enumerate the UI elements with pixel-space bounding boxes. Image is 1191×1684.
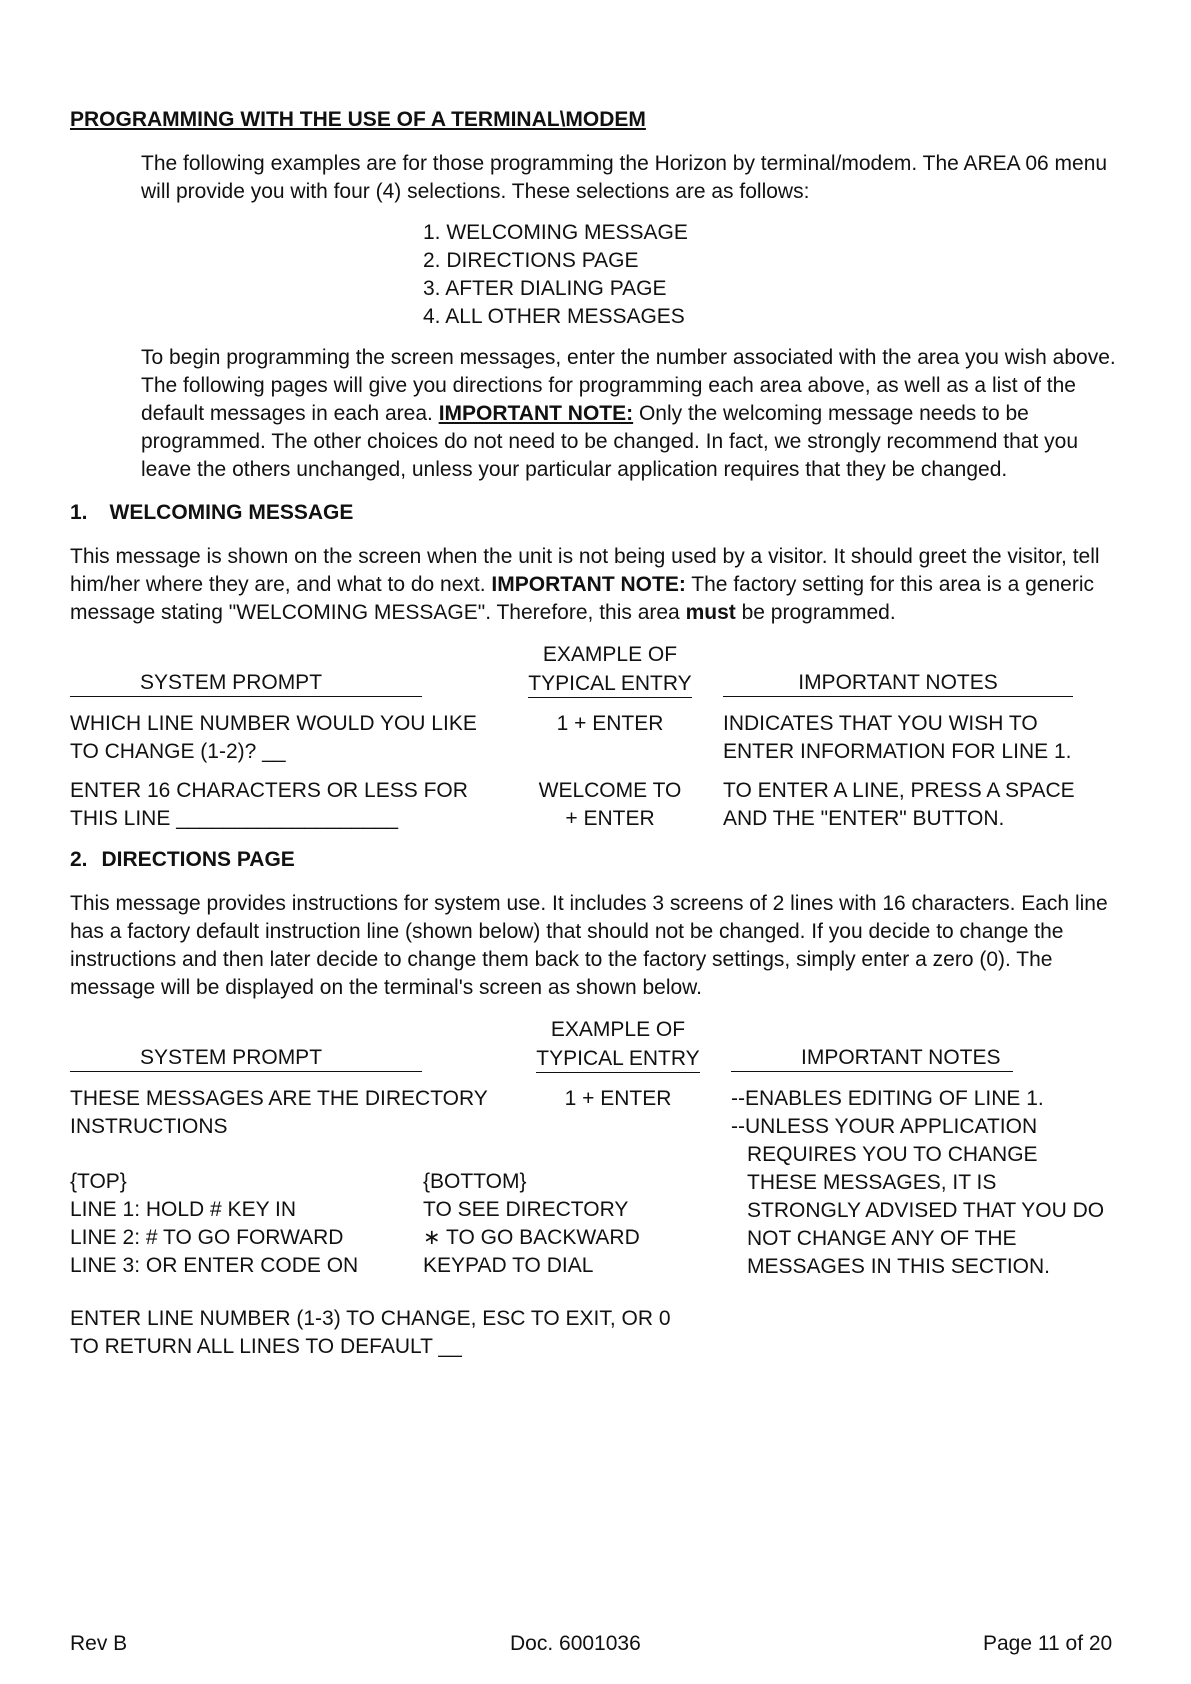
- row-notes: [723, 710, 1071, 766]
- table2-notes-header-label: IMPORTANT NOTES: [801, 1046, 1001, 1069]
- table1-entry-header: [500, 670, 720, 698]
- begin-text: To begin programming the screen messages, enter the number associated with the area you wish above. The following pages will give you directions for programming each area above, as well as a list of the default messages in each area.: [141, 346, 1116, 425]
- page-title: PROGRAMMING WITH THE USE OF A TERMINAL\MODEM: [70, 108, 646, 131]
- row-note-line: INDICATES THAT YOU WISH TO: [723, 712, 1038, 735]
- row-entry-line: WELCOME TO: [538, 779, 682, 802]
- footer-page: Page 11 of 20: [983, 1632, 1113, 1655]
- table2-notes: [731, 1085, 1104, 1281]
- row-prompt: ENTER 16 CHARACTERS OR LESS FOR: [70, 779, 468, 802]
- bottom-label: {BOTTOM}: [423, 1170, 527, 1193]
- must-emphasis: must: [685, 601, 736, 624]
- begin-text-cont: Only the welcoming message needs to be programmed. The other choices do not need to be changed. In fact, we strongly recommend that you leave the others unchanged, unless your particular application requires that they be changed.: [141, 402, 1078, 481]
- table2-prompt: [70, 1085, 488, 1141]
- table1-entry-header-label: TYPICAL ENTRY: [528, 671, 691, 698]
- row-note-line: STRONGLY ADVISED THAT YOU DO: [747, 1199, 1105, 1222]
- table2-entry-header: [508, 1045, 728, 1073]
- row-note-line: --UNLESS YOUR APPLICATION: [731, 1115, 1038, 1138]
- screen-line: ∗ TO GO BACKWARD: [423, 1226, 640, 1249]
- section2-number: 2.: [70, 848, 88, 871]
- final-prompt-line: TO RETURN ALL LINES TO DEFAULT __: [70, 1335, 462, 1358]
- row-notes: [723, 777, 1075, 833]
- section2-title: DIRECTIONS PAGE: [101, 848, 295, 871]
- screen-line: TO SEE DIRECTORY: [423, 1198, 629, 1221]
- screen-line: LINE 2: # TO GO FORWARD: [70, 1226, 344, 1249]
- row-prompt: THIS LINE ___________________: [70, 807, 399, 830]
- row-prompt: INSTRUCTIONS: [70, 1115, 228, 1138]
- row-entry: [500, 710, 720, 738]
- table2-entry: 1 + ENTER: [564, 1087, 672, 1110]
- row-prompt: WHICH LINE NUMBER WOULD YOU LIKE: [70, 712, 477, 735]
- row-note-line: REQUIRES YOU TO CHANGE: [747, 1143, 1038, 1166]
- top-screen-lines: [70, 1168, 358, 1280]
- row-note-line: AND THE "ENTER" BUTTON.: [723, 807, 1005, 830]
- list-item: 1. WELCOMING MESSAGE: [423, 221, 688, 244]
- footer-rev: Rev B: [70, 1632, 128, 1655]
- section1-number: 1.: [70, 501, 88, 524]
- list-item: 2. DIRECTIONS PAGE: [423, 249, 639, 272]
- row-entry: [500, 777, 720, 833]
- footer-doc: Doc. 6001036: [510, 1632, 641, 1655]
- table2-prompt-header: [70, 1045, 422, 1072]
- table1-prompt-header-label: SYSTEM PROMPT: [140, 671, 323, 694]
- row-note-line: THESE MESSAGES, IT IS: [747, 1171, 997, 1194]
- row-note-line: --ENABLES EDITING OF LINE 1.: [731, 1087, 1044, 1110]
- section1-title: WELCOMING MESSAGE: [109, 501, 354, 524]
- section2-paragraph: This message provides instructions for system use. It includes 3 screens of 2 lines with 16 characters. Each line has a factory default instruction line (shown below) that should not be changed. If you decide to change the instructions and then later decide to change them back to the factory settings, simply enter a zero (0). The message will be displayed on the terminal's screen as shown below.: [70, 892, 1108, 999]
- section2-heading: [70, 846, 295, 874]
- row-note-line: ENTER INFORMATION FOR LINE 1.: [723, 740, 1072, 763]
- begin-paragraph: [141, 344, 1131, 484]
- section1-paragraph: [70, 543, 1120, 627]
- table2-notes-header: [731, 1045, 1013, 1072]
- section1-text-end: be programmed.: [735, 601, 896, 624]
- screen-line: KEYPAD TO DIAL: [423, 1254, 594, 1277]
- selection-list: [423, 219, 688, 331]
- row-entry-line: 1 + ENTER: [556, 712, 664, 735]
- screen-line: LINE 3: OR ENTER CODE ON: [70, 1254, 359, 1277]
- table1-entry-header-top: EXAMPLE OF: [542, 643, 678, 666]
- row-prompt: TO CHANGE (1-2)? __: [70, 740, 286, 763]
- row-note-line: NOT CHANGE ANY OF THE: [747, 1227, 1017, 1250]
- top-label: {TOP}: [70, 1170, 127, 1193]
- table2-prompt-header-label: SYSTEM PROMPT: [140, 1046, 323, 1069]
- table1-notes-header-label: IMPORTANT NOTES: [798, 671, 998, 694]
- section1-text-cont: The factory setting for this area is a generic message stating "WELCOMING MESSAGE". Therefore, this area: [70, 573, 1094, 624]
- table-row: [70, 710, 477, 766]
- list-item: 4. ALL OTHER MESSAGES: [423, 305, 685, 328]
- row-prompt: THESE MESSAGES ARE THE DIRECTORY: [70, 1087, 488, 1110]
- bottom-screen-lines: [423, 1168, 640, 1280]
- table1-notes-header: [723, 670, 1073, 697]
- final-prompt-line: ENTER LINE NUMBER (1-3) TO CHANGE, ESC TO EXIT, OR 0: [70, 1307, 671, 1330]
- important-note-label: IMPORTANT NOTE:: [491, 573, 686, 596]
- section1-text: This message is shown on the screen when the unit is not being used by a visitor. It should greet the visitor, tell him/her where they are, and what to do next.: [70, 545, 1100, 596]
- table-row: [70, 777, 468, 833]
- important-note-label: IMPORTANT NOTE:: [438, 402, 634, 425]
- section1-heading: [70, 499, 353, 527]
- table2-entry-header-label: TYPICAL ENTRY: [536, 1046, 699, 1073]
- row-entry-line: + ENTER: [565, 807, 655, 830]
- table1-prompt-header: [70, 670, 422, 697]
- table2-entry-header-top: EXAMPLE OF: [550, 1018, 686, 1041]
- intro-paragraph: The following examples are for those programming the Horizon by terminal/modem. The AREA 06 menu will provide you with four (4) selections. These selections are as follows:: [141, 152, 1108, 203]
- list-item: 3. AFTER DIALING PAGE: [423, 277, 667, 300]
- row-note-line: TO ENTER A LINE, PRESS A SPACE: [723, 779, 1075, 802]
- row-note-line: MESSAGES IN THIS SECTION.: [747, 1255, 1051, 1278]
- screen-line: LINE 1: HOLD # KEY IN: [70, 1198, 297, 1221]
- final-prompt: [70, 1305, 671, 1361]
